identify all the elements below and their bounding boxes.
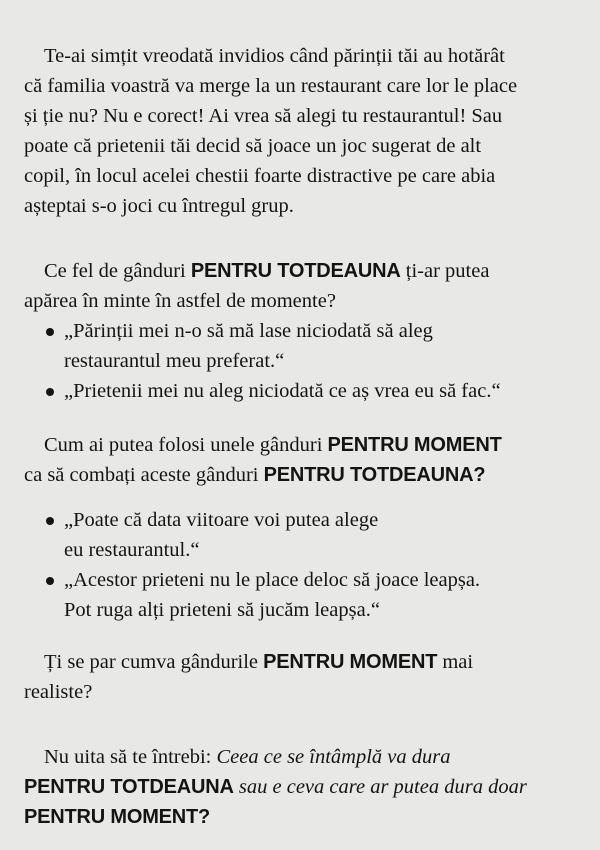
intro-paragraph <box>24 41 584 221</box>
text-line <box>24 430 584 460</box>
text-line: „Părinții mei n-o să mă lase niciodată să aleg <box>64 320 433 342</box>
text-line: „Prietenii mei nu aleg niciodată ce aș vrea eu să fac.“ <box>64 380 501 402</box>
text-line: copil, în locul acelei chestii foarte distractive pe care abia <box>24 165 496 187</box>
text-line <box>24 802 584 832</box>
text-line: așteptai s-o joci cu întregul grup. <box>24 195 294 217</box>
text-line <box>24 256 584 286</box>
text-line: eu restaurantul.“ <box>64 539 200 561</box>
closing-paragraph <box>24 742 584 832</box>
text-line: Te-ai simțit vreodată invidios când părinții tăi au hotărât <box>44 45 505 67</box>
keyword-moment: PENTRU MOMENT <box>263 651 438 673</box>
list-item <box>24 316 584 376</box>
text-line: restaurantul meu preferat.“ <box>64 350 285 372</box>
text-line: și ție nu? Nu e corect! Ai vrea să alegi tu restaurantul! Sau <box>24 105 503 127</box>
text-segment: Ți se par cumva gândurile <box>44 651 264 673</box>
bullet-list-forever-thoughts <box>24 316 584 406</box>
text-line: „Acestor prieteni nu le place deloc să joace leapșa. <box>64 569 481 591</box>
bullet-icon <box>46 328 54 336</box>
keyword-forever: PENTRU TOTDEAUNA? <box>263 464 486 486</box>
text-line: că familia voastră va merge la un restaurant care lor le place <box>24 75 518 97</box>
question-moment-thoughts <box>24 430 584 490</box>
text-line <box>24 647 584 677</box>
bullet-icon <box>46 577 54 585</box>
list-item <box>24 565 584 625</box>
italic-question: Ceea ce se întâmplă va dura <box>216 746 451 768</box>
text-line <box>24 742 584 772</box>
keyword-forever: PENTRU TOTDEAUNA <box>24 776 234 798</box>
keyword-moment: PENTRU MOMENT? <box>24 806 211 828</box>
text-segment: mai <box>437 651 474 673</box>
text-line: realiste? <box>24 681 93 703</box>
bullet-icon <box>46 517 54 525</box>
bullet-icon <box>46 388 54 396</box>
list-item <box>24 505 584 565</box>
text-line: Pot ruga alți prieteni să jucăm leapșa.“ <box>64 599 380 621</box>
text-line: poate că prietenii tăi decid să joace un joc sugerat de alt <box>24 135 482 157</box>
question-forever-thoughts <box>24 256 584 316</box>
text-segment: ți-ar putea <box>400 260 490 282</box>
keyword-forever: PENTRU TOTDEAUNA <box>190 260 401 282</box>
bullet-list-moment-thoughts <box>24 505 584 625</box>
list-item <box>24 376 584 406</box>
text-line <box>24 772 584 802</box>
text-line: „Poate că data viitoare voi putea alege <box>64 509 379 531</box>
text-segment: ca să combați aceste gânduri <box>24 464 264 486</box>
text-segment: Nu uita să te întrebi: <box>44 746 217 768</box>
text-line <box>24 460 584 490</box>
question-realistic <box>24 647 584 707</box>
text-segment: Ce fel de gânduri <box>44 260 191 282</box>
text-segment: Cum ai putea folosi unele gânduri <box>44 434 328 456</box>
text-line: apărea în minte în astfel de momente? <box>24 290 336 312</box>
italic-question: sau e ceva care ar putea dura doar <box>233 776 527 798</box>
keyword-moment: PENTRU MOMENT <box>327 434 502 456</box>
